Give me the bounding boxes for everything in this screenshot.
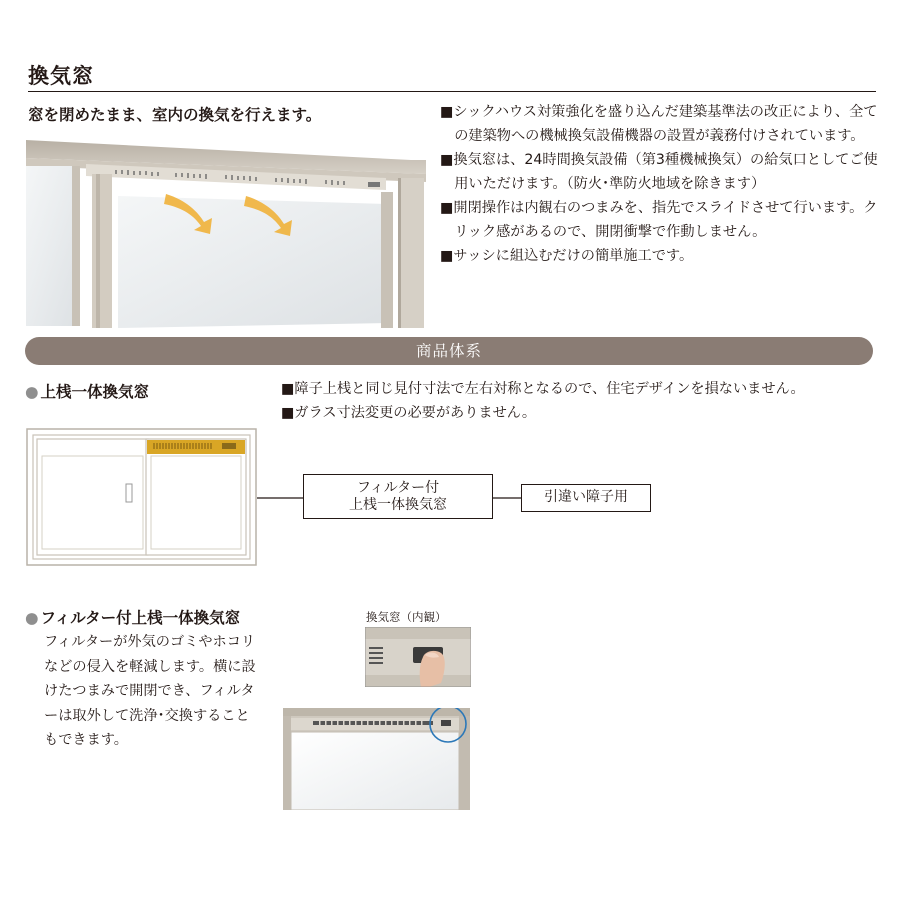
- vent-knob-closeup-photo: [365, 627, 471, 687]
- title-rule: [28, 91, 876, 92]
- bullet-dot: ●: [25, 383, 39, 401]
- feature-item: ■ シックハウス対策強化を盛り込んだ建築基準法の改正により、全ての建築物への機械換気設備機器の設置が義務付けされています。: [440, 100, 880, 148]
- usage-label-box: 引違い障子用: [521, 484, 651, 512]
- section2-heading: [25, 606, 240, 628]
- filter-vent-window-photo: [283, 708, 470, 810]
- page-title: 換気窓: [28, 64, 94, 88]
- feature-item: ■ 開閉操作は内観右のつまみを、指先でスライドさせて行います。クリック感があるので、開閉衝撃で作動しません。: [440, 196, 880, 244]
- section1-feature-item: ■ 障子上桟と同じ見付寸法で左右対称となるので、住宅デザインを損ないません。: [281, 377, 881, 401]
- feature-list: [440, 100, 880, 268]
- inset-caption: 換気窓（内観）: [366, 610, 447, 624]
- filter-label-line2: 上桟一体換気窓: [349, 497, 447, 513]
- ventilation-window-photo: [26, 138, 426, 328]
- section2-description: フィルターが外気のゴミやホコリなどの侵入を軽減します。横に設けたつまみで開閉でき、フィルターは取外して洗浄･交換することもできます。: [44, 634, 256, 748]
- section1-feature-item: ■ ガラス寸法変更の必要がありません。: [281, 401, 881, 425]
- banner-title: 商品体系: [415, 342, 482, 360]
- bullet-dot: ●: [25, 609, 39, 627]
- feature-item: ■ サッシに組込むだけの簡単施工です。: [440, 244, 880, 268]
- section1-heading: [25, 380, 149, 402]
- filter-label-line1: フィルター付: [356, 480, 440, 496]
- section1-title: 上桟一体換気窓: [40, 383, 150, 401]
- filter-vent-label-box: [303, 474, 493, 519]
- intro-heading: 窓を閉めたまま、室内の換気を行えます。: [28, 106, 322, 124]
- section2-title: フィルター付上桟一体換気窓: [40, 609, 241, 627]
- section-banner: [25, 337, 873, 365]
- section1-feature-list: [281, 377, 881, 425]
- feature-item: ■ 換気窓は、24時間換気設備（第3種機械換気）の給気口としてご使用いただけます。（防火･準防火地域を除きます）: [440, 148, 880, 196]
